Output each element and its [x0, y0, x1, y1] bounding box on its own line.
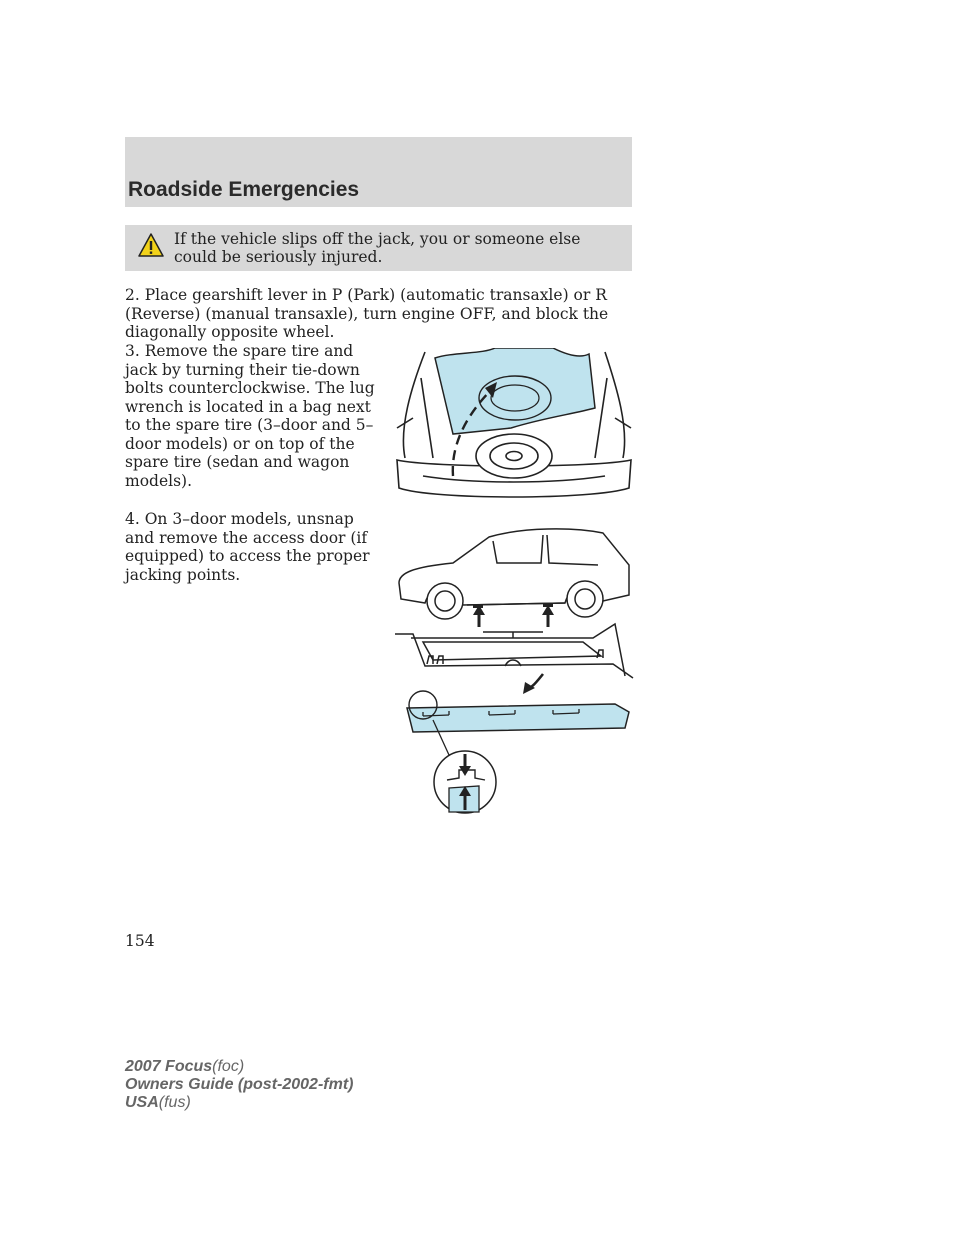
page-title: Roadside Emergencies — [128, 178, 360, 201]
warning-text: If the vehicle slips off the jack, you or someone else could be seriously injured. — [174, 230, 581, 266]
warning-box — [125, 225, 632, 271]
step-3-text: 3. Remove the spare tire and jack by turning their tie-down bolts counterclockwise. The lug wrench is located in a bag next to the spare tire (3–door and 5–door models) or on top of the spare tire (sedan and wagon models). — [125, 342, 375, 490]
car-jacking-points-illustration — [393, 525, 635, 635]
footer-market: USA — [125, 1094, 159, 1111]
footer-guide: Owners Guide (post-2002-fmt) — [125, 1076, 354, 1093]
footer-model-code: (foc) — [212, 1058, 245, 1075]
footer-market-code: (fus) — [158, 1094, 191, 1111]
footer-model: 2007 Focus — [125, 1058, 213, 1075]
access-door-illustration — [393, 620, 635, 815]
step-2-text: 2. Place gearshift lever in P (Park) (automatic transaxle) or R (Reverse) (manual transaxle), turn engine OFF, and block the diagonally opposite wheel. — [125, 286, 609, 341]
spare-tire-trunk-illustration — [393, 348, 635, 506]
step-4-text: 4. On 3–door models, unsnap and remove the access door (if equipped) to access the proper jacking points. — [125, 510, 370, 584]
warning-triangle-icon — [138, 233, 164, 257]
page-number: 154 — [125, 932, 155, 950]
footer — [125, 1058, 353, 1112]
